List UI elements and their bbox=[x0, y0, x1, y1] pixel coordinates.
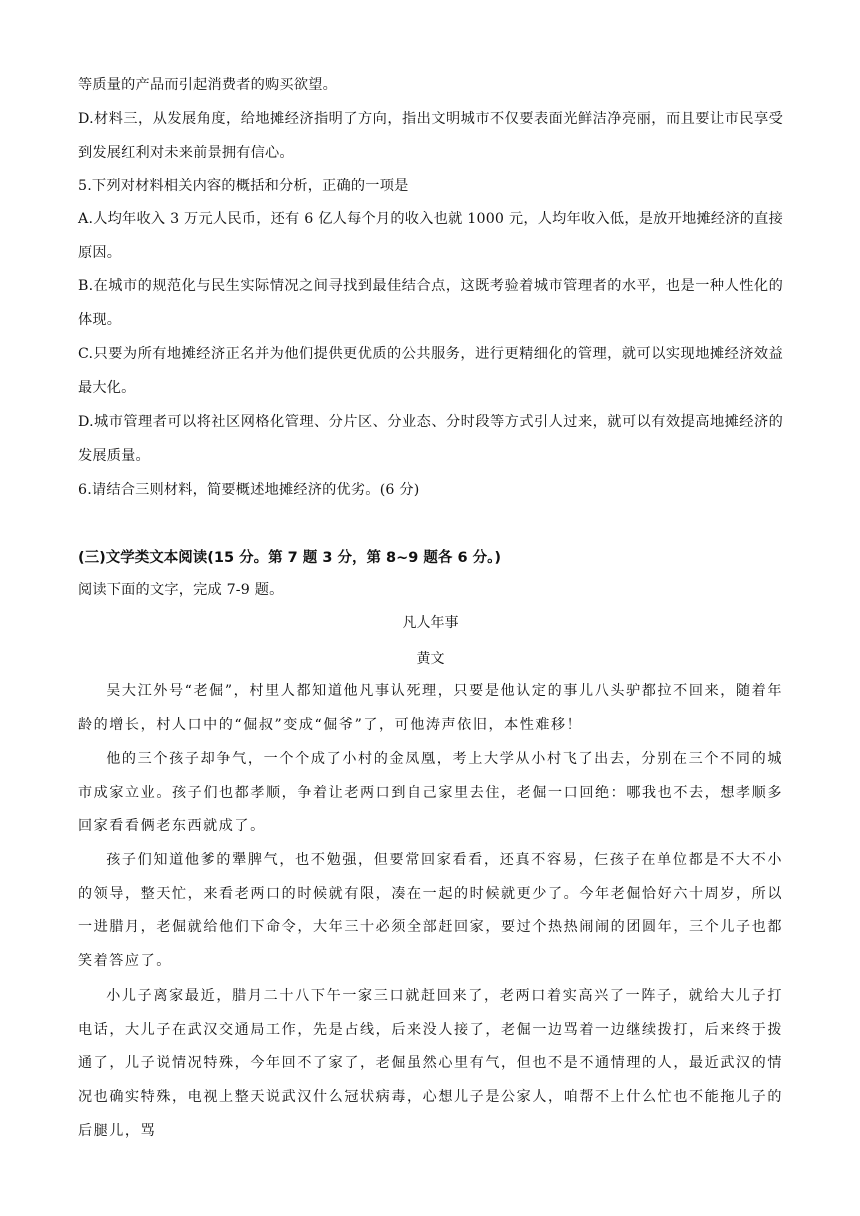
story-paragraph-4: 小儿子离家最近，腊月二十八下午一家三口就赶回来了，老两口着实高兴了一阵子，就给大儿子打电话，大儿子在武汉交通局工作，先是占线，后来没人接了，老倔一边骂着一边继续拨打，后来终于拨通了，儿子说情况特殊，今年回不了家了，老倔虽然心里有气，但也不是不通情理的人，最近武汉的情况也确实特殊，电视上整天说武汉什么冠状病毒，心想儿子是公家人，咱帮不上什么忙也不能拖儿子的后腿儿，骂 bbox=[78, 988, 783, 1139]
section-3-heading: (三)文学类文本阅读(15 分。第 7 题 3 分，第 8~9 题各 6 分。) bbox=[78, 550, 501, 566]
question-5-stem: 5.下列对材料相关内容的概括和分析，正确的一项是 bbox=[78, 178, 409, 194]
question-6: 6.请结合三则材料，简要概述地摊经济的优劣。(6 分) bbox=[78, 482, 420, 498]
question-5-option-a: A.人均年收入 3 万元人民币，还有 6 亿人每个月的收入也就 1000 元，人均年收入低，是放开地摊经济的直接原因。 bbox=[78, 211, 783, 261]
story-title: 凡人年事 bbox=[402, 615, 459, 631]
story-paragraph-3: 孩子们知道他爹的犟脾气，也不勉强，但要常回家看看，还真不容易，仨孩子在单位都是不大不小的领导，整天忙，来看老两口的时候就有限，凑在一起的时候就更少了。今年老倔恰好六十周岁，所以一进腊月，老倔就给他们下命令，大年三十必须全部赶回家，要过个热热闹闹的团圆年，三个儿子也都笑着答应了。 bbox=[78, 852, 783, 970]
question-4-option-d: D.材料三，从发展角度，给地摊经济指明了方向，指出文明城市不仅要表面光鲜洁净亮丽，而且要让市民享受到发展红利对未来前景拥有信心。 bbox=[78, 111, 783, 161]
section-3-instruction: 阅读下面的文字，完成 7-9 题。 bbox=[78, 582, 284, 598]
story-paragraph-1: 吴大江外号“老倔”，村里人都知道他凡事认死理，只要是他认定的事儿八头驴都拉不回来，随着年龄的增长，村人口中的“倔叔”变成“倔爷”了，可他涛声依旧，本性难移！ bbox=[78, 683, 783, 733]
story-author: 黄文 bbox=[416, 651, 445, 667]
question-5-option-b: B.在城市的规范化与民生实际情况之间寻找到最佳结合点，这既考验着城市管理者的水平，也是一种人性化的体现。 bbox=[78, 278, 783, 328]
story-paragraph-2: 他的三个孩子却争气，一个个成了小村的金凤凰，考上大学从小村飞了出去，分别在三个不同的城市成家立业。孩子们也都孝顺，争着让老两口到自己家里去住，老倔一口回绝：哪我也不去，想孝顺多回家看看俩老东西就成了。 bbox=[78, 751, 783, 835]
question-5-option-d: D.城市管理者可以将社区网格化管理、分片区、分业态、分时段等方式引人过来，就可以有效提高地摊经济的发展质量。 bbox=[78, 414, 783, 464]
question-5-option-c: C.只要为所有地摊经济正名并为他们提供更优质的公共服务，进行更精细化的管理，就可以实现地摊经济效益最大化。 bbox=[78, 346, 783, 396]
continuation-text: 等质量的产品而引起消费者的购买欲望。 bbox=[78, 77, 337, 93]
